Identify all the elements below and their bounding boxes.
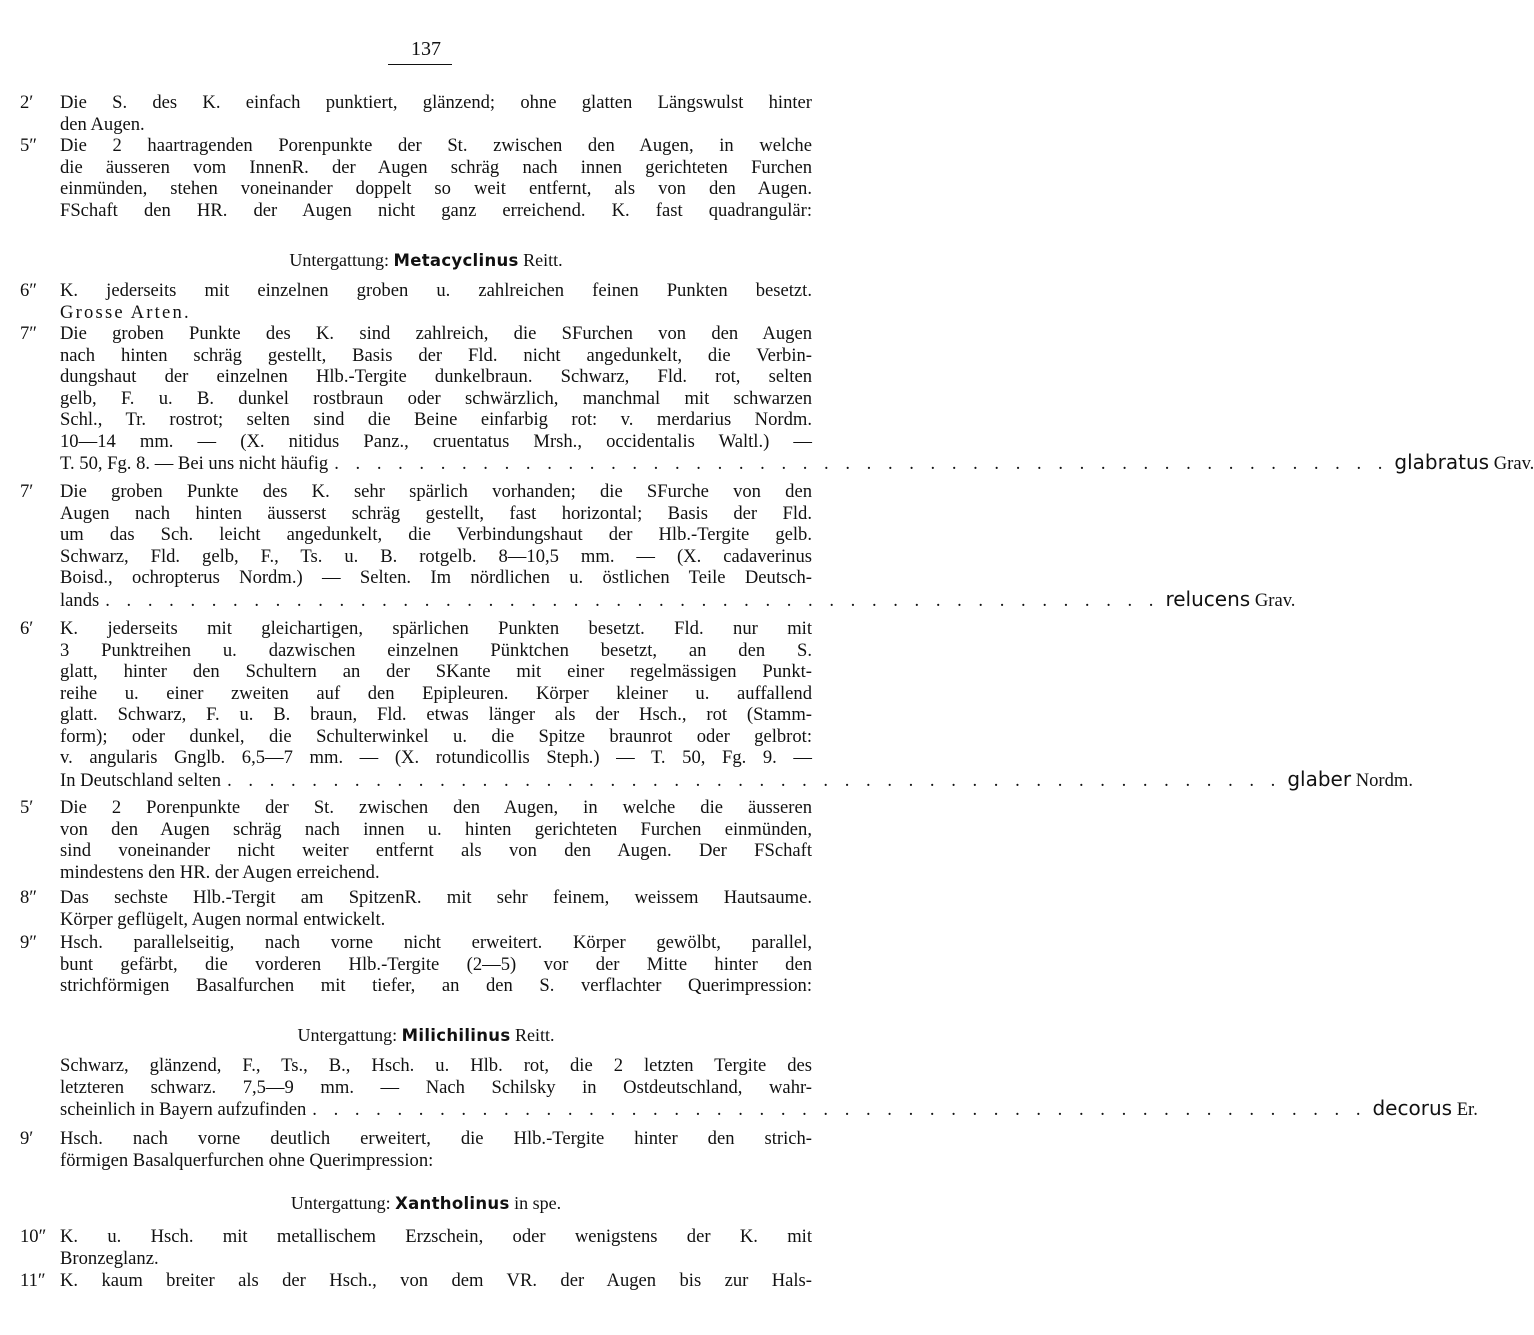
text-line: die äusseren vom InnenR. der Augen schräg nach innen gerichteten Furchen	[60, 156, 812, 178]
page-number: 137	[411, 38, 441, 60]
text-line: Augen nach hinten äusserst schräg gestellt, fast horizontal; Basis der Fld.	[60, 502, 812, 524]
species-author: Grav.	[1493, 453, 1534, 474]
text-line: lands	[60, 589, 100, 611]
species-line	[60, 450, 1534, 475]
text-line: Hsch. nach vorne deutlich erweitert, die Hlb.-Tergite hinter den strich-	[60, 1128, 812, 1149]
key-entry-8a	[20, 887, 812, 930]
subgenus-author: Reitt.	[514, 1025, 555, 1045]
text-line: um das Sch. leicht angedunkelt, die Verbindungshaut der Hlb.-Tergite gelb.	[60, 524, 812, 545]
text-line: dungshaut der einzelnen Hlb.-Tergite dunkelbraun. Schwarz, Fld. rot, selten	[60, 366, 812, 387]
entry-marker: 11″	[20, 1270, 46, 1291]
subgenus-name: Milichilinus	[401, 1026, 511, 1045]
text-line: FSchaft den HR. der Augen nicht ganz erreichend. K. fast quadrangulär:	[60, 199, 812, 221]
key-entry-7a	[20, 323, 1534, 475]
text-line: glatt. Schwarz, F. u. B. braun, Fld. etwas länger als der Hsch., rot (Stamm-	[60, 704, 812, 725]
species-author: Er.	[1456, 1099, 1478, 1120]
text-line: strichförmigen Basalfurchen mit tiefer, an den S. verflachter Querimpression:	[60, 975, 812, 996]
header-rule	[388, 64, 452, 65]
text-line: gelb, F. u. B. dunkel rostbraun oder schwärzlich, manchmal mit schwarzen	[60, 387, 812, 409]
text-line: Das sechste Hlb.-Tergit am SpitzenR. mit sehr feinem, weissem Hautsaume.	[60, 887, 812, 908]
text-line: K. u. Hsch. mit metallischem Erzschein, oder wenigstens der K. mit	[60, 1226, 812, 1247]
text-line: Schl., Tr. rostrot; selten sind die Beine einfarbig rot: v. merdarius Nordm.	[60, 409, 812, 430]
key-entry-6a	[20, 280, 812, 323]
key-entry-9b	[20, 1128, 812, 1171]
text-line: 10—14 mm. — (X. nitidus Panz., cruentatus Mrsh., occidentalis Waltl.) —	[60, 430, 812, 452]
text-line: Die groben Punkte des K. sind zahlreich, die SFurchen von den Augen	[60, 323, 812, 344]
text-line: einmünden, stehen voneinander doppelt so weit entfernt, als von den Augen.	[60, 178, 812, 199]
text-line: von den Augen schräg nach innen u. hinten gerichteten Furchen einmünden,	[60, 818, 812, 840]
text-line: Grosse Arten.	[60, 301, 191, 323]
text-line: K. jederseits mit einzelnen groben u. zahlreichen feinen Punkten besetzt.	[60, 280, 812, 301]
subgenus-label: Untergattung:	[290, 1193, 391, 1213]
subgenus-heading-milichilinus	[0, 1025, 852, 1046]
subgenus-label: Untergattung:	[289, 250, 389, 270]
key-entry-7b	[20, 481, 1296, 611]
entry-marker: 8″	[20, 887, 38, 908]
text-line: Boisd., ochropterus Nordm.) — Selten. Im nördlichen u. östlichen Teile Deutsch-	[60, 567, 812, 588]
text-line: förmigen Basalquerfurchen ohne Querimpression:	[60, 1149, 434, 1171]
species-name: glaber	[1287, 766, 1352, 791]
text-line: 3 Punktreihen u. dazwischen einzelnen Pünktchen besetzt, an den S.	[60, 639, 812, 661]
species-author: Nordm.	[1355, 769, 1414, 791]
text-line: letzteren schwarz. 7,5—9 mm. — Nach Schilsky in Ostdeutschland, wahr-	[60, 1076, 812, 1098]
entry-marker: 9″	[20, 932, 38, 953]
subgenus-author: in spe.	[514, 1193, 562, 1213]
text-line: K. jederseits mit gleichartigen, spärlichen Punkten besetzt. Fld. nur mit	[60, 618, 812, 639]
text-line: v. angularis Gnglb. 6,5—7 mm. — (X. rotundicollis Steph.) — T. 50, Fg. 9. —	[60, 747, 812, 768]
text-line: Schwarz, Fld. gelb, F., Ts. u. B. rotgelb. 8—10,5 mm. — (X. cadaverinus	[60, 545, 812, 567]
text-line: Die groben Punkte des K. sehr spärlich vorhanden; die SFurche von den	[60, 481, 812, 502]
species-line	[60, 766, 1414, 792]
text-line: Hsch. parallelseitig, nach vorne nicht erweitert. Körper gewölbt, parallel,	[60, 932, 812, 953]
entry-marker: 10″	[20, 1226, 47, 1247]
key-entry-5a	[20, 135, 812, 221]
entry-marker: 7″	[20, 323, 38, 344]
text-line: glatt, hinter den Schultern an der SKante mit einer regelmässigen Punkt-	[60, 661, 812, 682]
subgenus-heading-metacyclinus	[0, 250, 852, 271]
subgenus-label: Untergattung:	[297, 1025, 398, 1045]
species-name: relucens	[1165, 586, 1251, 611]
entry-marker: 2′	[20, 92, 34, 113]
key-entry-2b	[20, 92, 812, 135]
entry-marker: 6″	[20, 280, 38, 301]
species-author: Grav.	[1254, 589, 1296, 611]
text-line: nach hinten schräg gestellt, Basis der Fld. nicht angedunkelt, die Verbin-	[60, 344, 812, 366]
entry-marker: 5′	[20, 797, 34, 818]
dot-leader: . . . . . . . . . . . . . . . . . . . . . . . . . . . . . . . . . . . . . . . . . . . . . . . . . .	[227, 769, 1282, 791]
text-line: Die 2 Porenpunkte der St. zwischen den Augen, in welche die äusseren	[60, 797, 812, 818]
entry-marker: 5″	[20, 135, 38, 156]
entry-marker: 9′	[20, 1128, 34, 1149]
text-line: T. 50, Fg. 8. — Bei uns nicht häufig	[60, 453, 329, 474]
subgenus-heading-xantholinus	[0, 1193, 852, 1214]
species-line	[60, 586, 1296, 612]
entry-marker: 7′	[20, 481, 34, 502]
dot-leader: . . . . . . . . . . . . . . . . . . . . . . . . . . . . . . . . . . . . . . . . . . . . . . . . . .	[334, 453, 1389, 474]
text-line: scheinlich in Bayern aufzufinden	[60, 1099, 307, 1120]
subgenus-author: Reitt.	[523, 250, 563, 270]
text-line: Bronzeglanz.	[60, 1247, 159, 1269]
key-entry-11a	[20, 1270, 812, 1292]
text-line: mindestens den HR. der Augen erreichend.	[60, 861, 380, 883]
entry-marker: 6′	[20, 618, 34, 639]
text-line: den Augen.	[60, 113, 145, 135]
subgenus-name: Xantholinus	[395, 1194, 510, 1213]
text-line: form); oder dunkel, die Schulterwinkel u. die Spitze braunrot oder gelbrot:	[60, 725, 812, 747]
species-line	[60, 1096, 1478, 1121]
key-entry-6b	[20, 618, 1414, 791]
text-line: Die 2 haartragenden Porenpunkte der St. zwischen den Augen, in welche	[60, 135, 812, 156]
species-name: glabratus	[1394, 450, 1490, 474]
text-line: K. kaum breiter als der Hsch., von dem VR. der Augen bis zur Hals-	[60, 1270, 812, 1291]
text-line: bunt gefärbt, die vorderen Hlb.-Tergite (2—5) vor der Mitte hinter den	[60, 953, 812, 975]
dot-leader: . . . . . . . . . . . . . . . . . . . . . . . . . . . . . . . . . . . . . . . . . . . . . . . . . .	[105, 589, 1160, 611]
subgenus-description	[60, 1055, 1478, 1121]
text-line: In Deutschland selten	[60, 769, 222, 791]
species-name: decorus	[1372, 1096, 1453, 1120]
text-line: Körper geflügelt, Augen normal entwickelt.	[60, 908, 386, 930]
key-entry-10a	[20, 1226, 812, 1269]
text-line: Schwarz, glänzend, F., Ts., B., Hsch. u. Hlb. rot, die 2 letzten Tergite des	[60, 1055, 812, 1076]
text-line: sind voneinander nicht weiter entfernt als von den Augen. Der FSchaft	[60, 840, 812, 861]
key-entry-9a	[20, 932, 812, 997]
text-line: reihe u. einer zweiten auf den Epipleuren. Körper kleiner u. auffallend	[60, 682, 812, 704]
dot-leader: . . . . . . . . . . . . . . . . . . . . . . . . . . . . . . . . . . . . . . . . . . . . . . . . . .	[312, 1099, 1367, 1120]
key-entry-5b	[20, 797, 812, 883]
subgenus-name: Metacyclinus	[393, 251, 519, 270]
text-line: Die S. des K. einfach punktiert, glänzend; ohne glatten Längswulst hinter	[60, 92, 812, 113]
